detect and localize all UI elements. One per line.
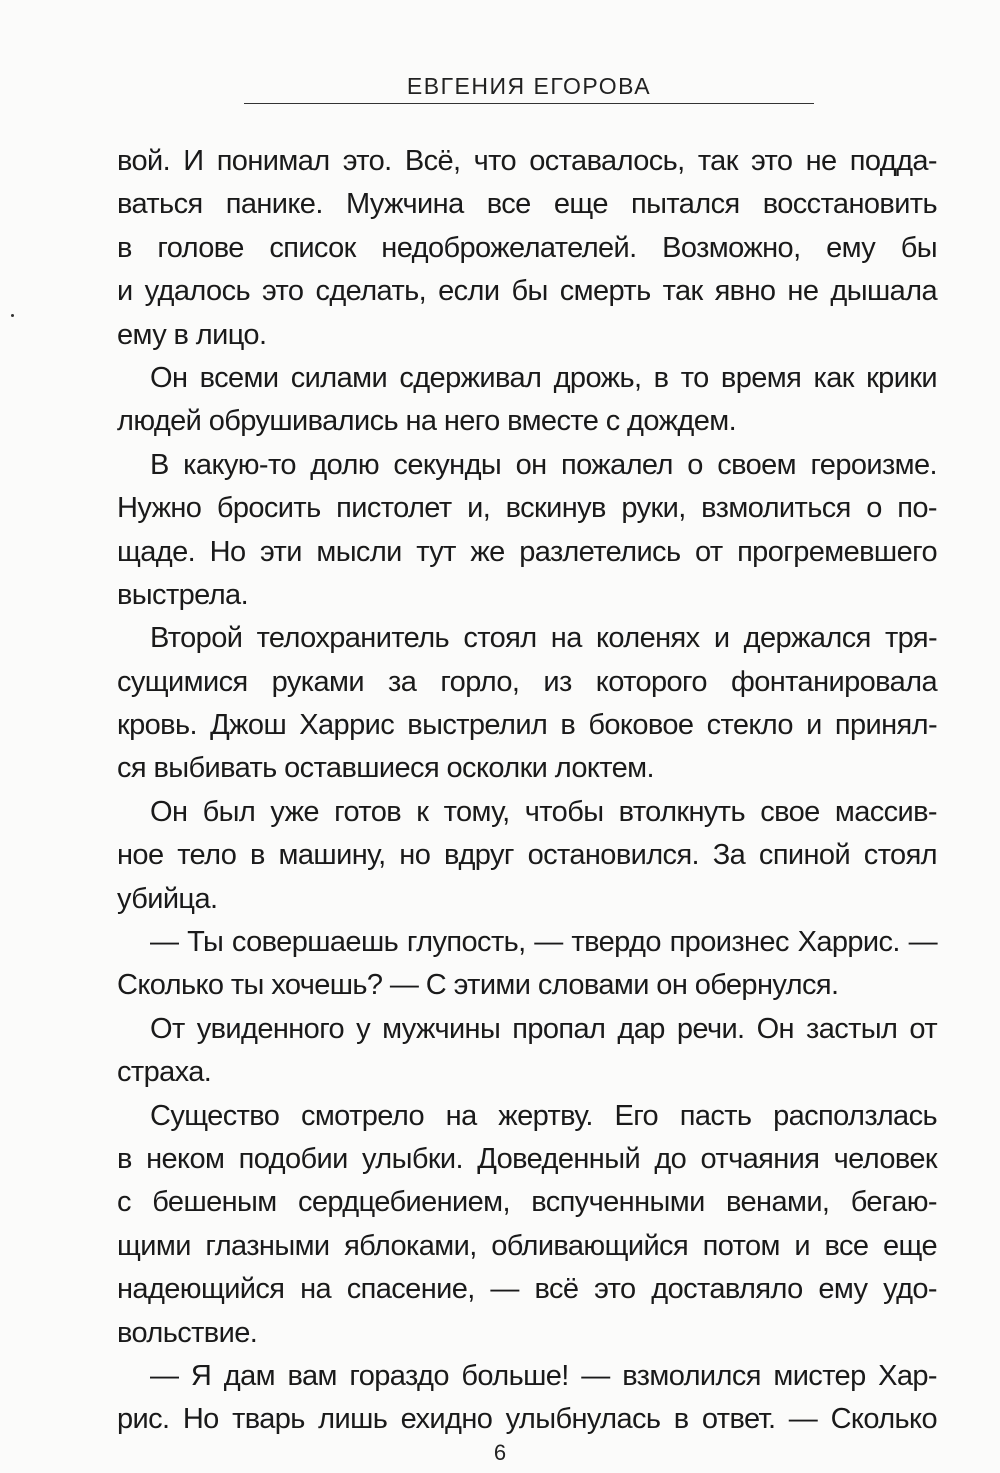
text-line: ное тело в машину, но вдруг остановился. За спиной стоял [117,839,937,872]
text-line: с бешеным сердцебиением, вспученными венами, бегаю- [117,1186,937,1219]
text-line: ему в лицо. [117,318,267,351]
text-line: щаде. Но эти мысли тут же разлетелись от прогремевшего [117,535,937,568]
text-line: страха. [117,1056,212,1089]
text-line: вой. И понимал это. Всё, что оставалось, так это не подда- [117,145,937,177]
paragraph-first-line: Второй телохранитель стоял на коленях и держался тря- [150,622,937,655]
paragraph-first-line: Существо смотрело на жертву. Его пасть расползлась [150,1099,937,1132]
paragraph-first-line: — Я дам вам гораздо больше! — взмолился мистер Хар- [150,1359,937,1392]
paragraph-first-line: В какую-то долю секунды он пожалел о своем героизме. [150,448,937,481]
text-line: кровь. Джош Харрис выстрелил в боковое стекло и принял- [117,709,937,742]
paragraph-first-line: Он всеми силами сдерживал дрожь, в то время как крики [150,361,937,394]
text-line: вольствие. [117,1316,258,1349]
text-line: людей обрушивались на него вместе с дождем. [117,405,737,438]
text-line: надеющийся на спасение, — всё это доставляло ему удо- [117,1273,937,1306]
text-line: Нужно бросить пистолет и, вскинув руки, взмолиться о по- [117,492,937,525]
author-name: ЕВГЕНИЯ ЕГОРОВА [406,73,652,99]
paragraph-first-line: От увиденного у мужчины пропал дар речи. Он застыл от [150,1012,937,1045]
text-line: ваться панике. Мужчина все еще пытался восстановить [117,188,937,221]
text-line: и удалось это сделать, если бы смерть так явно не дышала [117,275,937,308]
text-line: в неком подобии улыбки. Доведенный до отчаяния человек [117,1142,937,1175]
text-line: сущимися руками за горло, из которого фонтанировала [117,665,937,698]
running-header [244,72,814,100]
page-number: 6 [493,1440,507,1465]
paper-speck [11,314,14,317]
page-body-text [117,140,937,1442]
text-line: в голове список недоброжелателей. Возможно, ему бы [117,231,937,264]
paragraph-first-line: — Ты совершаешь глупость, — твердо произнес Харрис. — [150,926,937,959]
text-line: ся выбивать оставшиеся осколки локтем. [117,752,654,785]
header-rule [244,103,814,104]
text-line: рис. Но тварь лишь ехидно улыбнулась в ответ. — Сколько [117,1403,937,1436]
text-line: Сколько ты хочешь? — С этими словами он обернулся. [117,969,839,1002]
text-line: убийца. [117,882,218,915]
text-line: щими глазными яблоками, обливающийся потом и все еще [117,1229,937,1262]
text-line: выстрела. [117,578,249,611]
paragraph-first-line: Он был уже готов к тому, чтобы втолкнуть свое массив- [150,795,937,828]
